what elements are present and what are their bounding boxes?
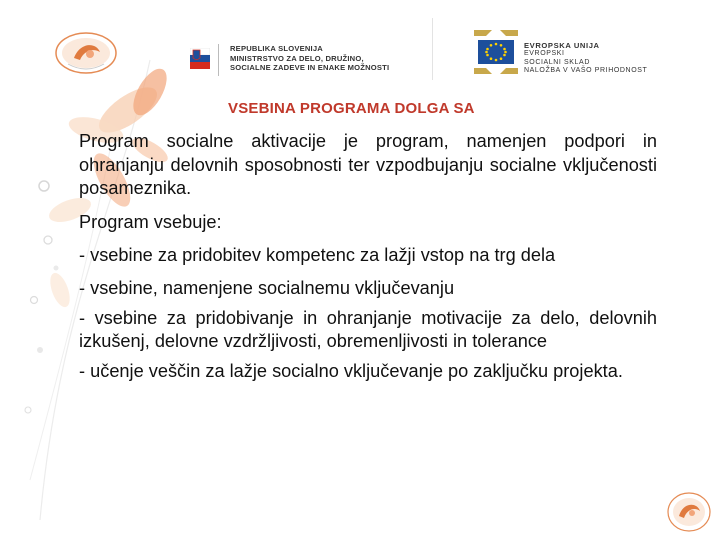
list-item: - učenje veščin za lažje socialno vključevanje po zaključku projekta. — [79, 360, 623, 381]
paragraph-program-contains: Program vsebuje: — [79, 211, 222, 232]
eu-line-4: NALOŽBA V VAŠO PRIHODNOST — [524, 67, 648, 75]
header-divider — [432, 18, 433, 80]
list-item: - vsebine za pridobitev kompetenc za lažji vstop na trg dela — [79, 245, 556, 266]
slide-content — [79, 130, 657, 383]
organization-logo — [54, 30, 118, 76]
ministry-line-1: REPUBLIKA SLOVENIJA — [230, 44, 323, 53]
eu-logo — [472, 28, 662, 78]
eu-line-2: EVROPSKI — [524, 50, 565, 58]
organization-logo-small — [666, 490, 712, 534]
ministry-logo — [190, 44, 430, 78]
paragraph-intro: Program socialne aktivacije je program, namenjen podpori in ohranjanju delovnih sposobnosti ter vzpodbujanju socialne vključenosti posameznika. — [79, 131, 657, 199]
ministry-line-2: MINISTRSTVO ZA DELO, DRUŽINO, — [230, 53, 364, 63]
slovenia-coat-of-arms-icon — [190, 48, 210, 70]
list-item: - vsebine, namenjene socialnemu vključevanju — [79, 277, 455, 298]
list-item: - vsebine za pridobivanje in ohranjanje motivacije za delo, delovnih izkušenj, delovne vzdržljivosti, obremenljivosti in tolerance — [79, 307, 657, 352]
ministry-line-3: SOCIALNE ZADEVE IN ENAKE MOŽNOSTI — [230, 63, 390, 73]
eu-fund-text — [524, 42, 647, 76]
eu-line-3: SOCIALNI SKLAD — [524, 58, 590, 66]
ministry-name — [230, 44, 389, 73]
eu-flag-icon — [472, 28, 520, 74]
eu-line-1: EVROPSKA UNIJA — [524, 41, 600, 50]
logo-separator — [218, 44, 219, 76]
slide-title: VSEBINA PROGRAMA DOLGA SA — [228, 100, 475, 117]
